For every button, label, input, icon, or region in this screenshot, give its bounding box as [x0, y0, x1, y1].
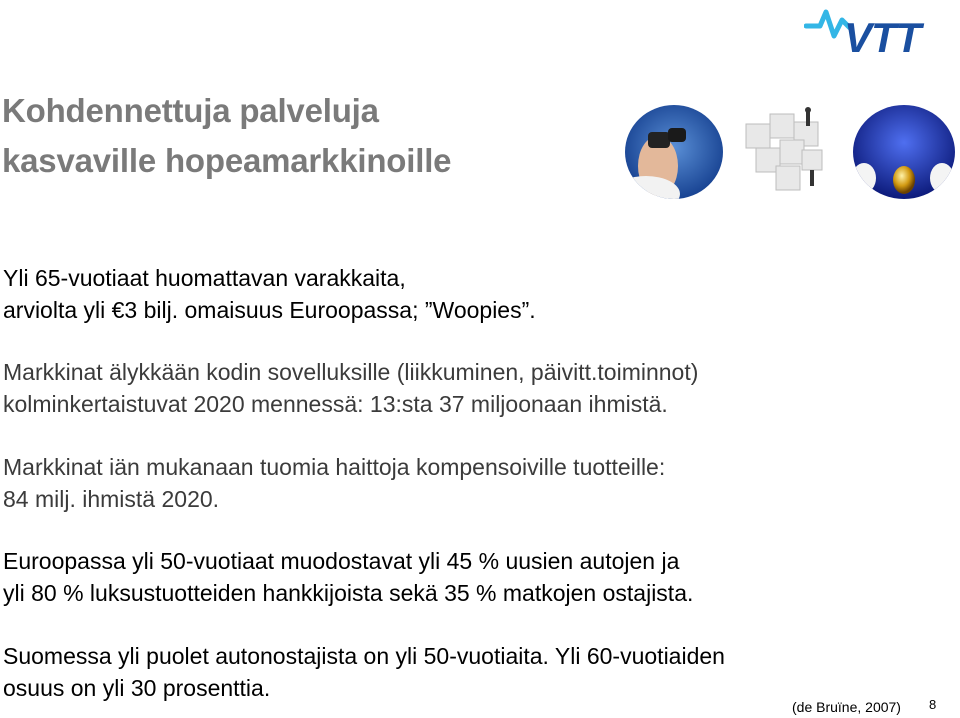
paragraph-1-line-1: Yli 65-vuotiaat huomattavan varakkaita, — [3, 265, 406, 291]
paragraph-1-line-2: arviolta yli €3 bilj. omaisuus Euroopassa; ”Woopies”. — [3, 297, 536, 323]
paragraph-4-line-2: yli 80 % luksustuotteiden hankkijoista sekä 35 % matkojen ostajista. — [3, 580, 694, 606]
puzzle-photo-icon — [736, 104, 834, 200]
vtt-logo — [804, 6, 944, 56]
paragraph-5 — [3, 640, 725, 704]
paragraph-4-line-1: Euroopassa yli 50-vuotiaat muodostavat yli 45 % uusien autojen ja — [3, 548, 680, 574]
citation: (de Bruïne, 2007) — [792, 699, 901, 715]
page-title — [2, 86, 451, 186]
page-number: 8 — [929, 697, 937, 712]
paragraph-2-line-2: kolminkertaistuvat 2020 mennessä: 13:sta 37 miljoonaan ihmistä. — [3, 391, 668, 417]
paragraph-3-line-1: Markkinat iän mukanaan tuomia haittoja kompensoiville tuotteille: — [3, 454, 666, 480]
paragraph-2 — [3, 356, 698, 420]
paragraph-3-line-2: 84 milj. ihmistä 2020. — [3, 486, 220, 512]
logo-text: VTT — [844, 14, 921, 56]
title-line-2: kasvaville hopeamarkkinoille — [2, 142, 452, 179]
golden-egg-photo-icon — [852, 104, 956, 200]
paragraph-4 — [3, 545, 693, 609]
paragraph-5-line-2: osuus on yli 30 prosenttia. — [3, 675, 271, 701]
binoculars-photo-icon — [624, 104, 724, 200]
title-line-1: Kohdennettuja palveluja — [2, 92, 379, 129]
paragraph-1 — [3, 262, 536, 326]
paragraph-3 — [3, 451, 665, 515]
paragraph-5-line-1: Suomessa yli puolet autonostajista on yli 50-vuotiaita. Yli 60-vuotiaiden — [3, 643, 725, 669]
paragraph-2-line-1: Markkinat älykkään kodin sovelluksille (liikkuminen, päivitt.toiminnot) — [3, 359, 699, 385]
